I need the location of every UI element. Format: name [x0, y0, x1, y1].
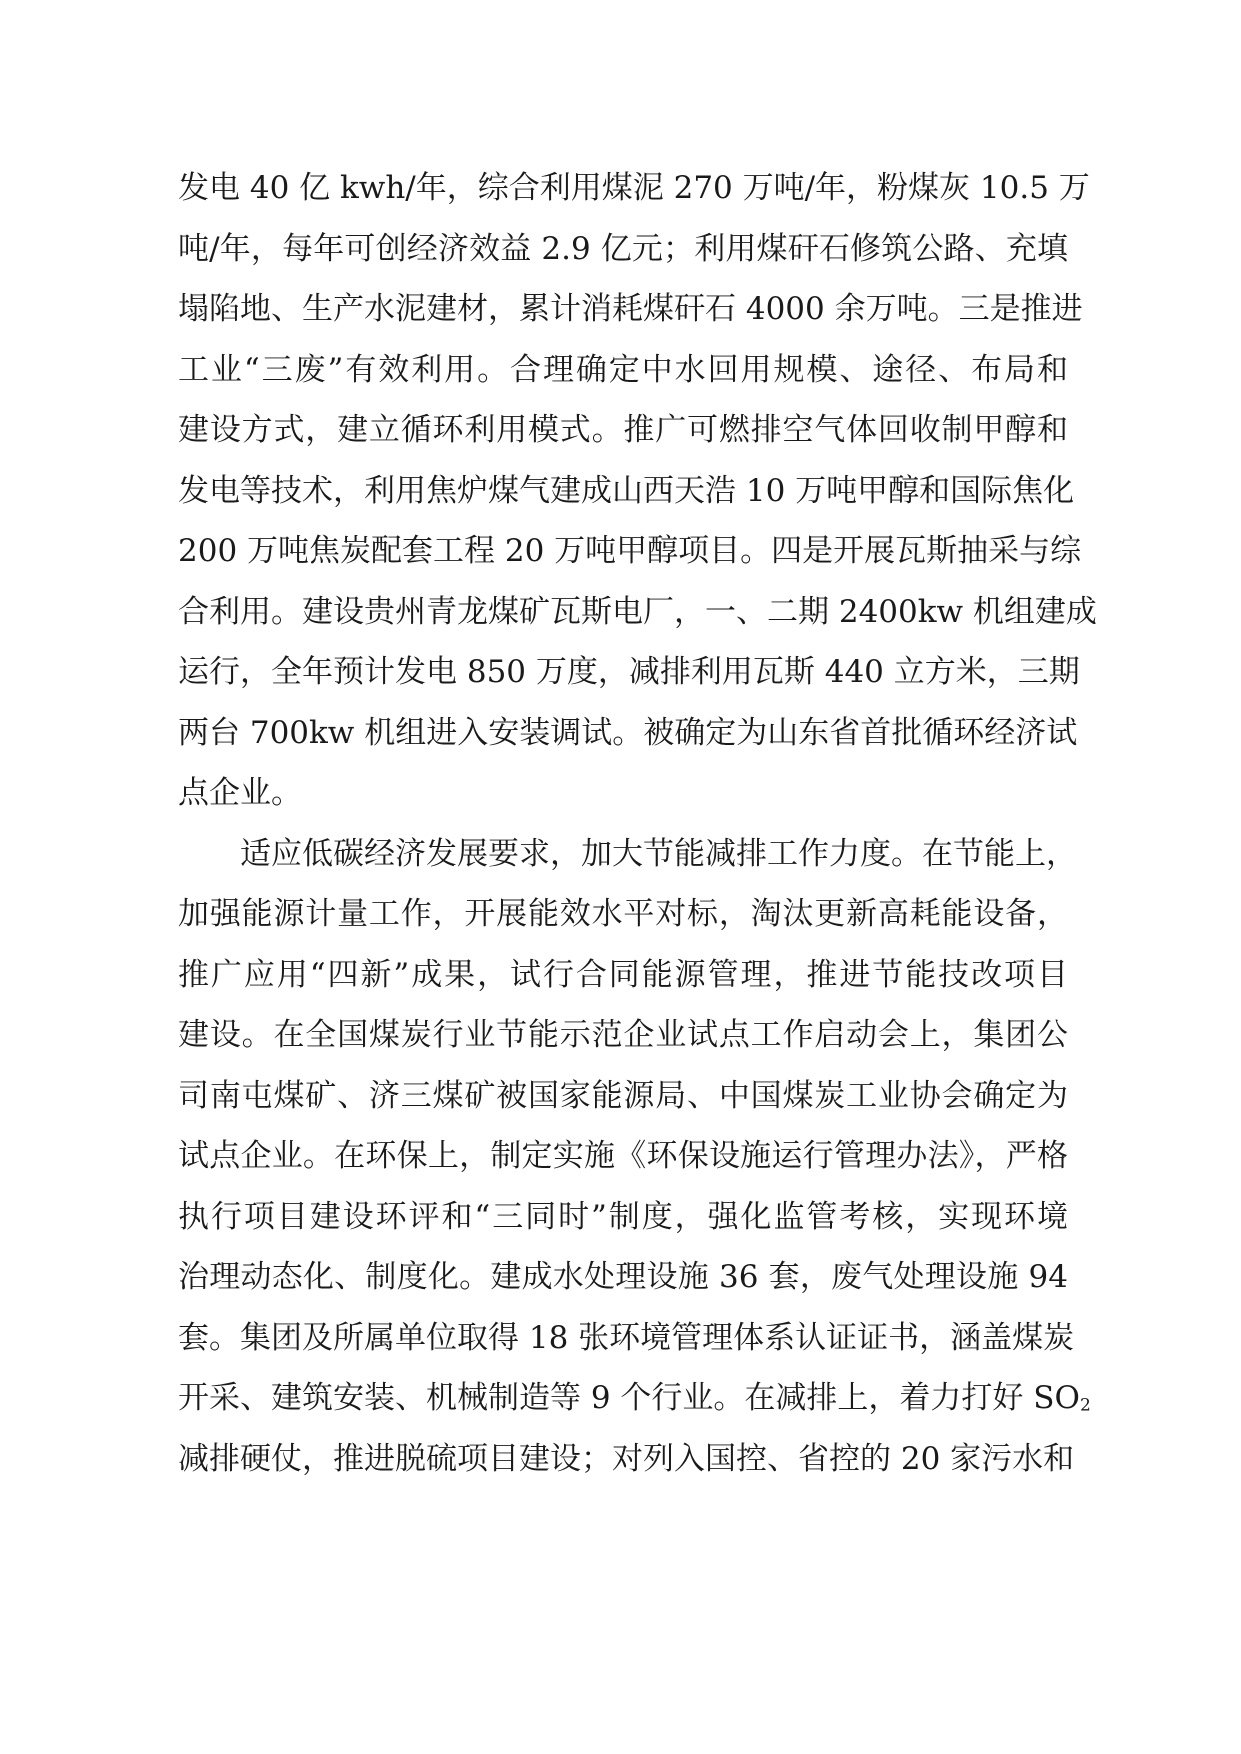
text-line: 发电 40 亿 kwh/年，综合利用煤泥 270 万吨/年，粉煤灰 10.5 万 [178, 170, 1090, 206]
text-line: 减排硬仗，推进脱硫项目建设；对列入国控、省控的 20 家污水和 [178, 1440, 1075, 1477]
text-line: 治理动态化、制度化。建成水处理设施 36 套，废气处理设施 94 [178, 1259, 1068, 1295]
text-line: 点企业。 [178, 775, 302, 811]
paragraph-energy-saving [178, 824, 1091, 1490]
text-line: 试点企业。在环保上，制定实施《环保设施运行管理办法》，严格 [178, 1138, 1068, 1174]
text-line: 工业“三废”有效利用。合理确定中水回用规模、途径、布局和 [178, 351, 1068, 388]
body-text [178, 158, 1097, 1489]
text-line: 执行项目建设环评和“三同时”制度，强化监管考核，实现环境 [178, 1198, 1068, 1235]
text-line: 吨/年，每年可创经济效益 2.9 亿元；利用煤矸石修筑公路、充填 [178, 230, 1068, 267]
text-line: 建设。在全国煤炭行业节能示范企业试点工作启动会上，集团公 [178, 1017, 1068, 1053]
text-line: 运行，全年预计发电 850 万度，减排利用瓦斯 440 立方米，三期 [178, 654, 1080, 690]
text-line: 司南屯煤矿、济三煤矿被国家能源局、中国煤炭工业协会确定为 [178, 1077, 1068, 1114]
text-line: 适应低碳经济发展要求，加大节能减排工作力度。在节能上， [240, 835, 1077, 872]
paragraph-circular-economy [178, 158, 1097, 824]
text-line: 套。集团及所属单位取得 18 张环境管理体系认证证书，涵盖煤炭 [178, 1319, 1075, 1356]
text-line-main: 开采、建筑安装、机械制造等 9 个行业。在减排上，着力打好 SO [178, 1380, 1080, 1416]
text-line: 两台 700kw 机组进入安装调试。被确定为山东省首批循环经济试 [178, 714, 1078, 751]
text-line: 合利用。建设贵州青龙煤矿瓦斯电厂，一、二期 2400kw 机组建成 [178, 593, 1097, 630]
text-line: 发电等技术，利用焦炉煤气建成山西天浩 10 万吨甲醇和国际焦化 [178, 472, 1075, 509]
subscript: 2 [1079, 1395, 1091, 1416]
text-line [178, 1368, 1091, 1429]
text-line: 加强能源计量工作，开展能效水平对标，淘汰更新高耗能设备， [178, 896, 1068, 932]
text-line: 推广应用“四新”成果，试行合同能源管理，推进节能技改项目 [178, 956, 1068, 993]
text-line: 塌陷地、生产水泥建材，累计消耗煤矸石 4000 余万吨。三是推进 [178, 291, 1083, 327]
text-line: 200 万吨焦炭配套工程 20 万吨甲醇项目。四是开展瓦斯抽采与综 [178, 533, 1082, 569]
text-line: 建设方式，建立循环利用模式。推广可燃排空气体回收制甲醇和 [178, 412, 1068, 448]
